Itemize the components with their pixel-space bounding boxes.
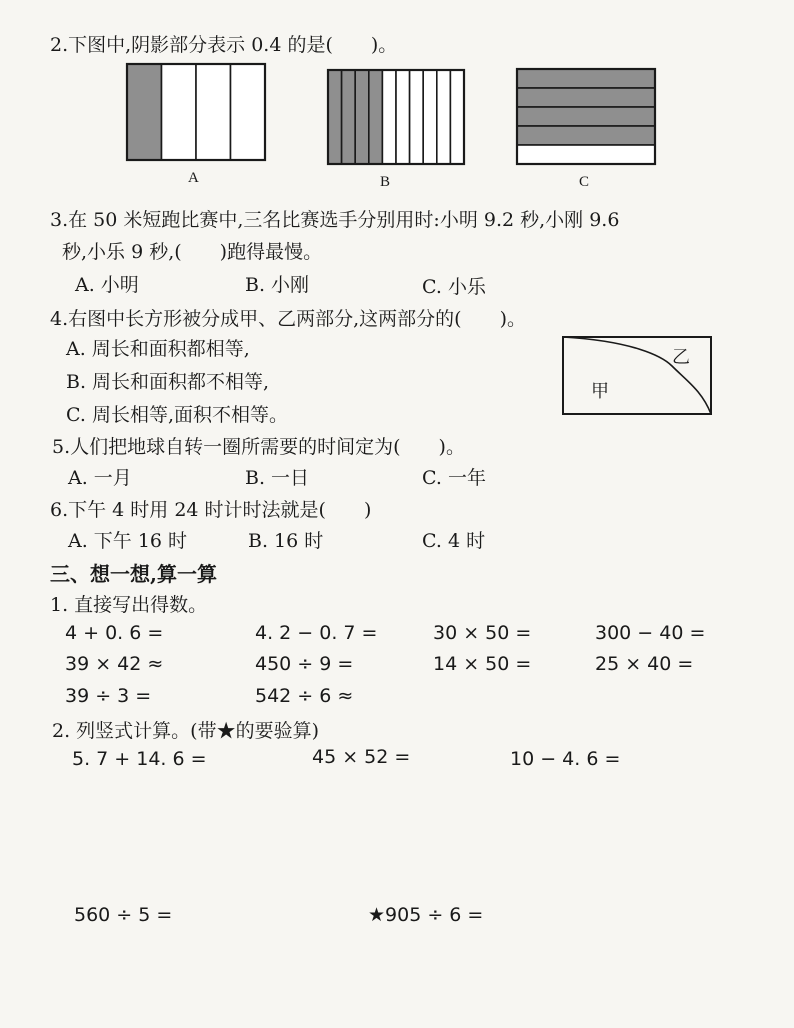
q5-text: 5.人们把地球自转一圈所需要的时间定为( )。 — [52, 436, 465, 458]
q5-option-c: C. 一年 — [422, 467, 486, 489]
figure-c — [517, 69, 655, 164]
oral-calc-item: 30 × 50 = — [433, 622, 532, 644]
q4-option-b: B. 周长和面积都不相等, — [66, 371, 270, 393]
oral-calc-item: 4 + 0. 6 = — [65, 622, 164, 644]
oral-calc-item: 542 ÷ 6 ≈ — [255, 685, 354, 707]
shaded-part — [369, 70, 383, 164]
q6-text: 6.下午 4 时用 24 时计时法就是( ) — [50, 499, 372, 521]
figure-c-label: C — [579, 174, 590, 190]
vertical-calc-item: ★905 ÷ 6 = — [368, 904, 484, 926]
oral-calc-item: 4. 2 − 0. 7 = — [255, 622, 378, 644]
shaded-part — [342, 70, 356, 164]
q3-line1: 3.在 50 米短跑比赛中,三名比赛选手分别用时:小明 9.2 秒,小刚 9.6 — [50, 209, 620, 231]
q3-line2: 秒,小乐 9 秒,( )跑得最慢。 — [62, 241, 323, 263]
q4-option-a: A. 周长和面积都相等, — [66, 338, 250, 360]
vertical-calc-item: 560 ÷ 5 = — [74, 904, 173, 926]
q6-option-b: B. 16 时 — [248, 530, 324, 552]
q5-option-b: B. 一日 — [245, 467, 310, 489]
oral-calc-item: 39 × 42 ≈ — [65, 653, 164, 675]
unshaded-part — [423, 70, 437, 164]
q6-option-a: A. 下午 16 时 — [68, 530, 188, 552]
vertical-calc-item: 10 − 4. 6 = — [510, 748, 621, 770]
q4-option-c: C. 周长相等,面积不相等。 — [66, 404, 288, 426]
q5-option-a: A. 一月 — [68, 467, 132, 489]
oral-calc-item: 39 ÷ 3 = — [65, 685, 152, 707]
shaded-part — [517, 107, 655, 126]
oral-calc-item: 450 ÷ 9 = — [255, 653, 354, 675]
vertical-calc-item: 5. 7 + 14. 6 = — [72, 748, 207, 770]
q3-option-c: C. 小乐 — [422, 276, 486, 298]
oral-calc-item: 14 × 50 = — [433, 653, 532, 675]
unshaded-part — [162, 64, 197, 160]
shaded-part — [355, 70, 369, 164]
section-3-sub1: 1. 直接写出得数。 — [50, 594, 208, 616]
figure-b — [328, 70, 464, 164]
q2-text: 2.下图中,阴影部分表示 0.4 的是( )。 — [50, 34, 398, 56]
figure-b-label: B — [380, 174, 391, 190]
vertical-calc-item: 45 × 52 = — [312, 746, 411, 768]
shaded-part — [127, 64, 162, 160]
oral-calc-item: 25 × 40 = — [595, 653, 694, 675]
section-3-title: 三、想一想,算一算 — [50, 562, 217, 586]
unshaded-part — [437, 70, 451, 164]
shaded-part — [328, 70, 342, 164]
oral-calc-item: 300 − 40 = — [595, 622, 706, 644]
unshaded-part — [410, 70, 424, 164]
q6-option-c: C. 4 时 — [422, 530, 486, 552]
figure-a — [127, 64, 265, 160]
figure-a-label: A — [188, 170, 199, 186]
unshaded-part — [382, 70, 396, 164]
q3-option-a: A. 小明 — [75, 274, 139, 296]
shaded-part — [517, 69, 655, 88]
shaded-part — [517, 126, 655, 145]
q4-text: 4.右图中长方形被分成甲、乙两部分,这两部分的( )。 — [50, 308, 526, 330]
unshaded-part — [196, 64, 231, 160]
unshaded-part — [517, 145, 655, 164]
section-3-sub2: 2. 列竖式计算。(带★的要验算) — [52, 720, 319, 742]
q3-option-b: B. 小刚 — [245, 274, 310, 296]
q4-label-jia: 甲 — [591, 381, 609, 402]
unshaded-part — [396, 70, 410, 164]
unshaded-part — [450, 70, 464, 164]
q4-label-yi: 乙 — [672, 347, 690, 368]
unshaded-part — [231, 64, 266, 160]
shaded-part — [517, 88, 655, 107]
